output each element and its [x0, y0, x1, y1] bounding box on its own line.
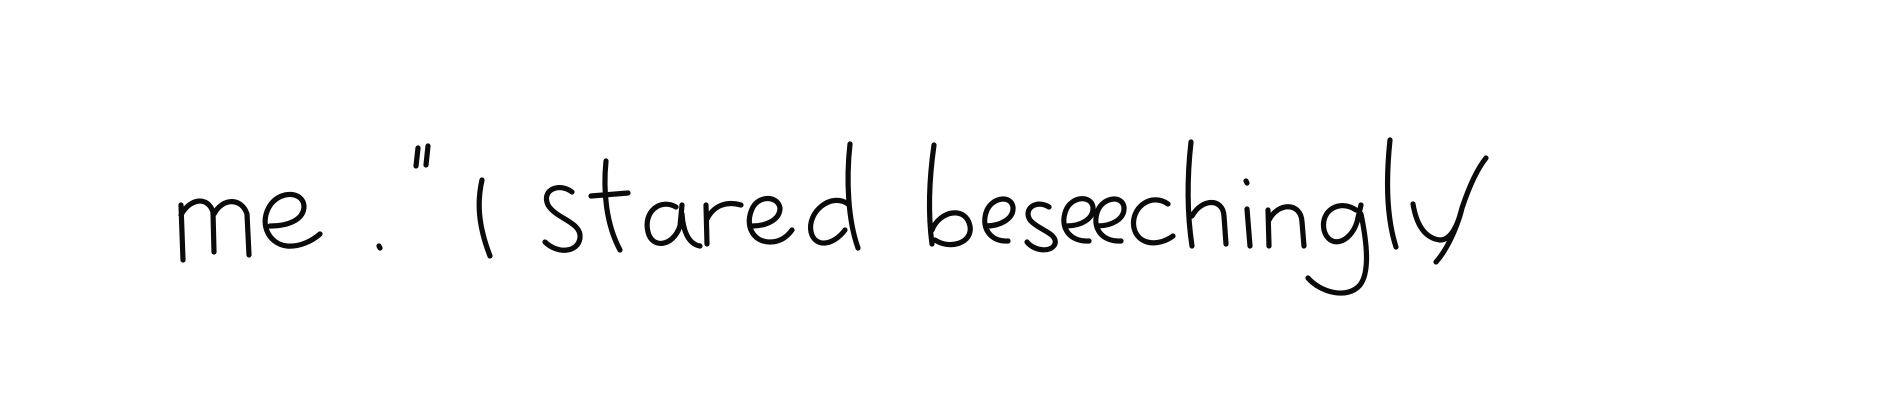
handwriting-strokes	[181, 140, 1486, 293]
handwritten-text-transcript	[170, 300, 1670, 301]
